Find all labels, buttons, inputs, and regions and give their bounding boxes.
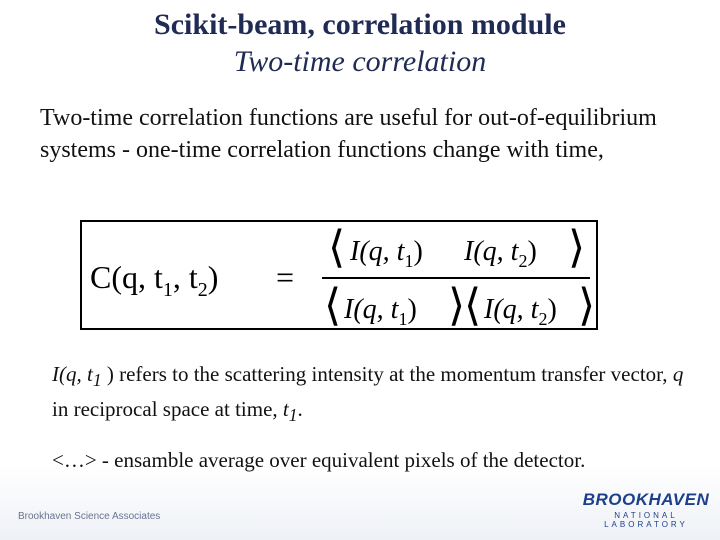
def-q: q [672, 362, 684, 386]
definition-average: <…> - ensamble average over equivalent pixels of the detector. [52, 448, 586, 472]
eq-denominator-b: I(q, $t_2$) [484, 294, 557, 329]
eq-equals: = [276, 259, 295, 295]
logo-sub-text: NATIONAL LABORATORY [604, 511, 688, 529]
eq-den-angle-4: ⟩ [578, 281, 596, 330]
eq-den-angle-3: ⟨ [464, 281, 482, 330]
brookhaven-logo [582, 490, 710, 530]
eq-den-angle-1: ⟨ [324, 281, 342, 330]
def-var-sub: 1 [92, 370, 102, 391]
slide-title: Scikit-beam, correlation module [154, 8, 566, 41]
logo-main-text: BROOKHAVEN [582, 490, 710, 509]
def-end: . [297, 397, 303, 422]
slide-subtitle: Two-time correlation [233, 45, 487, 78]
def-var-close: ) [101, 362, 114, 386]
def-text2: in reciprocal space at time, [52, 397, 283, 422]
footer-organization: Brookhaven Science Associates [18, 511, 161, 522]
eq-num-left-angle: ⟨ [328, 223, 346, 272]
eq-fraction-bar [322, 277, 590, 279]
eq-lhs-c: C(q, $t_1$, $t_2$) [90, 259, 219, 301]
eq-numerator-b: I(q, $t_2$) [464, 236, 537, 271]
def-t-sub: 1 [288, 405, 298, 426]
def-t: t [282, 397, 289, 422]
definition-intensity [52, 360, 702, 430]
eq-num-right-angle: ⟩ [568, 223, 586, 272]
def-var: I(q, t [52, 362, 93, 386]
eq-denominator-a: I(q, $t_1$) [344, 294, 417, 329]
eq-den-angle-2: ⟩ [448, 281, 466, 330]
equation-graphic [82, 222, 600, 332]
intro-paragraph: Two-time correlation functions are useful for out-of-equilibrium systems - one-time correlation functions change with time, [40, 105, 657, 163]
def-text: refers to the scattering intensity at the momentum transfer vector, [113, 362, 673, 386]
eq-numerator-a: I(q, $t_1$) [350, 236, 423, 271]
equation-box [80, 220, 598, 330]
